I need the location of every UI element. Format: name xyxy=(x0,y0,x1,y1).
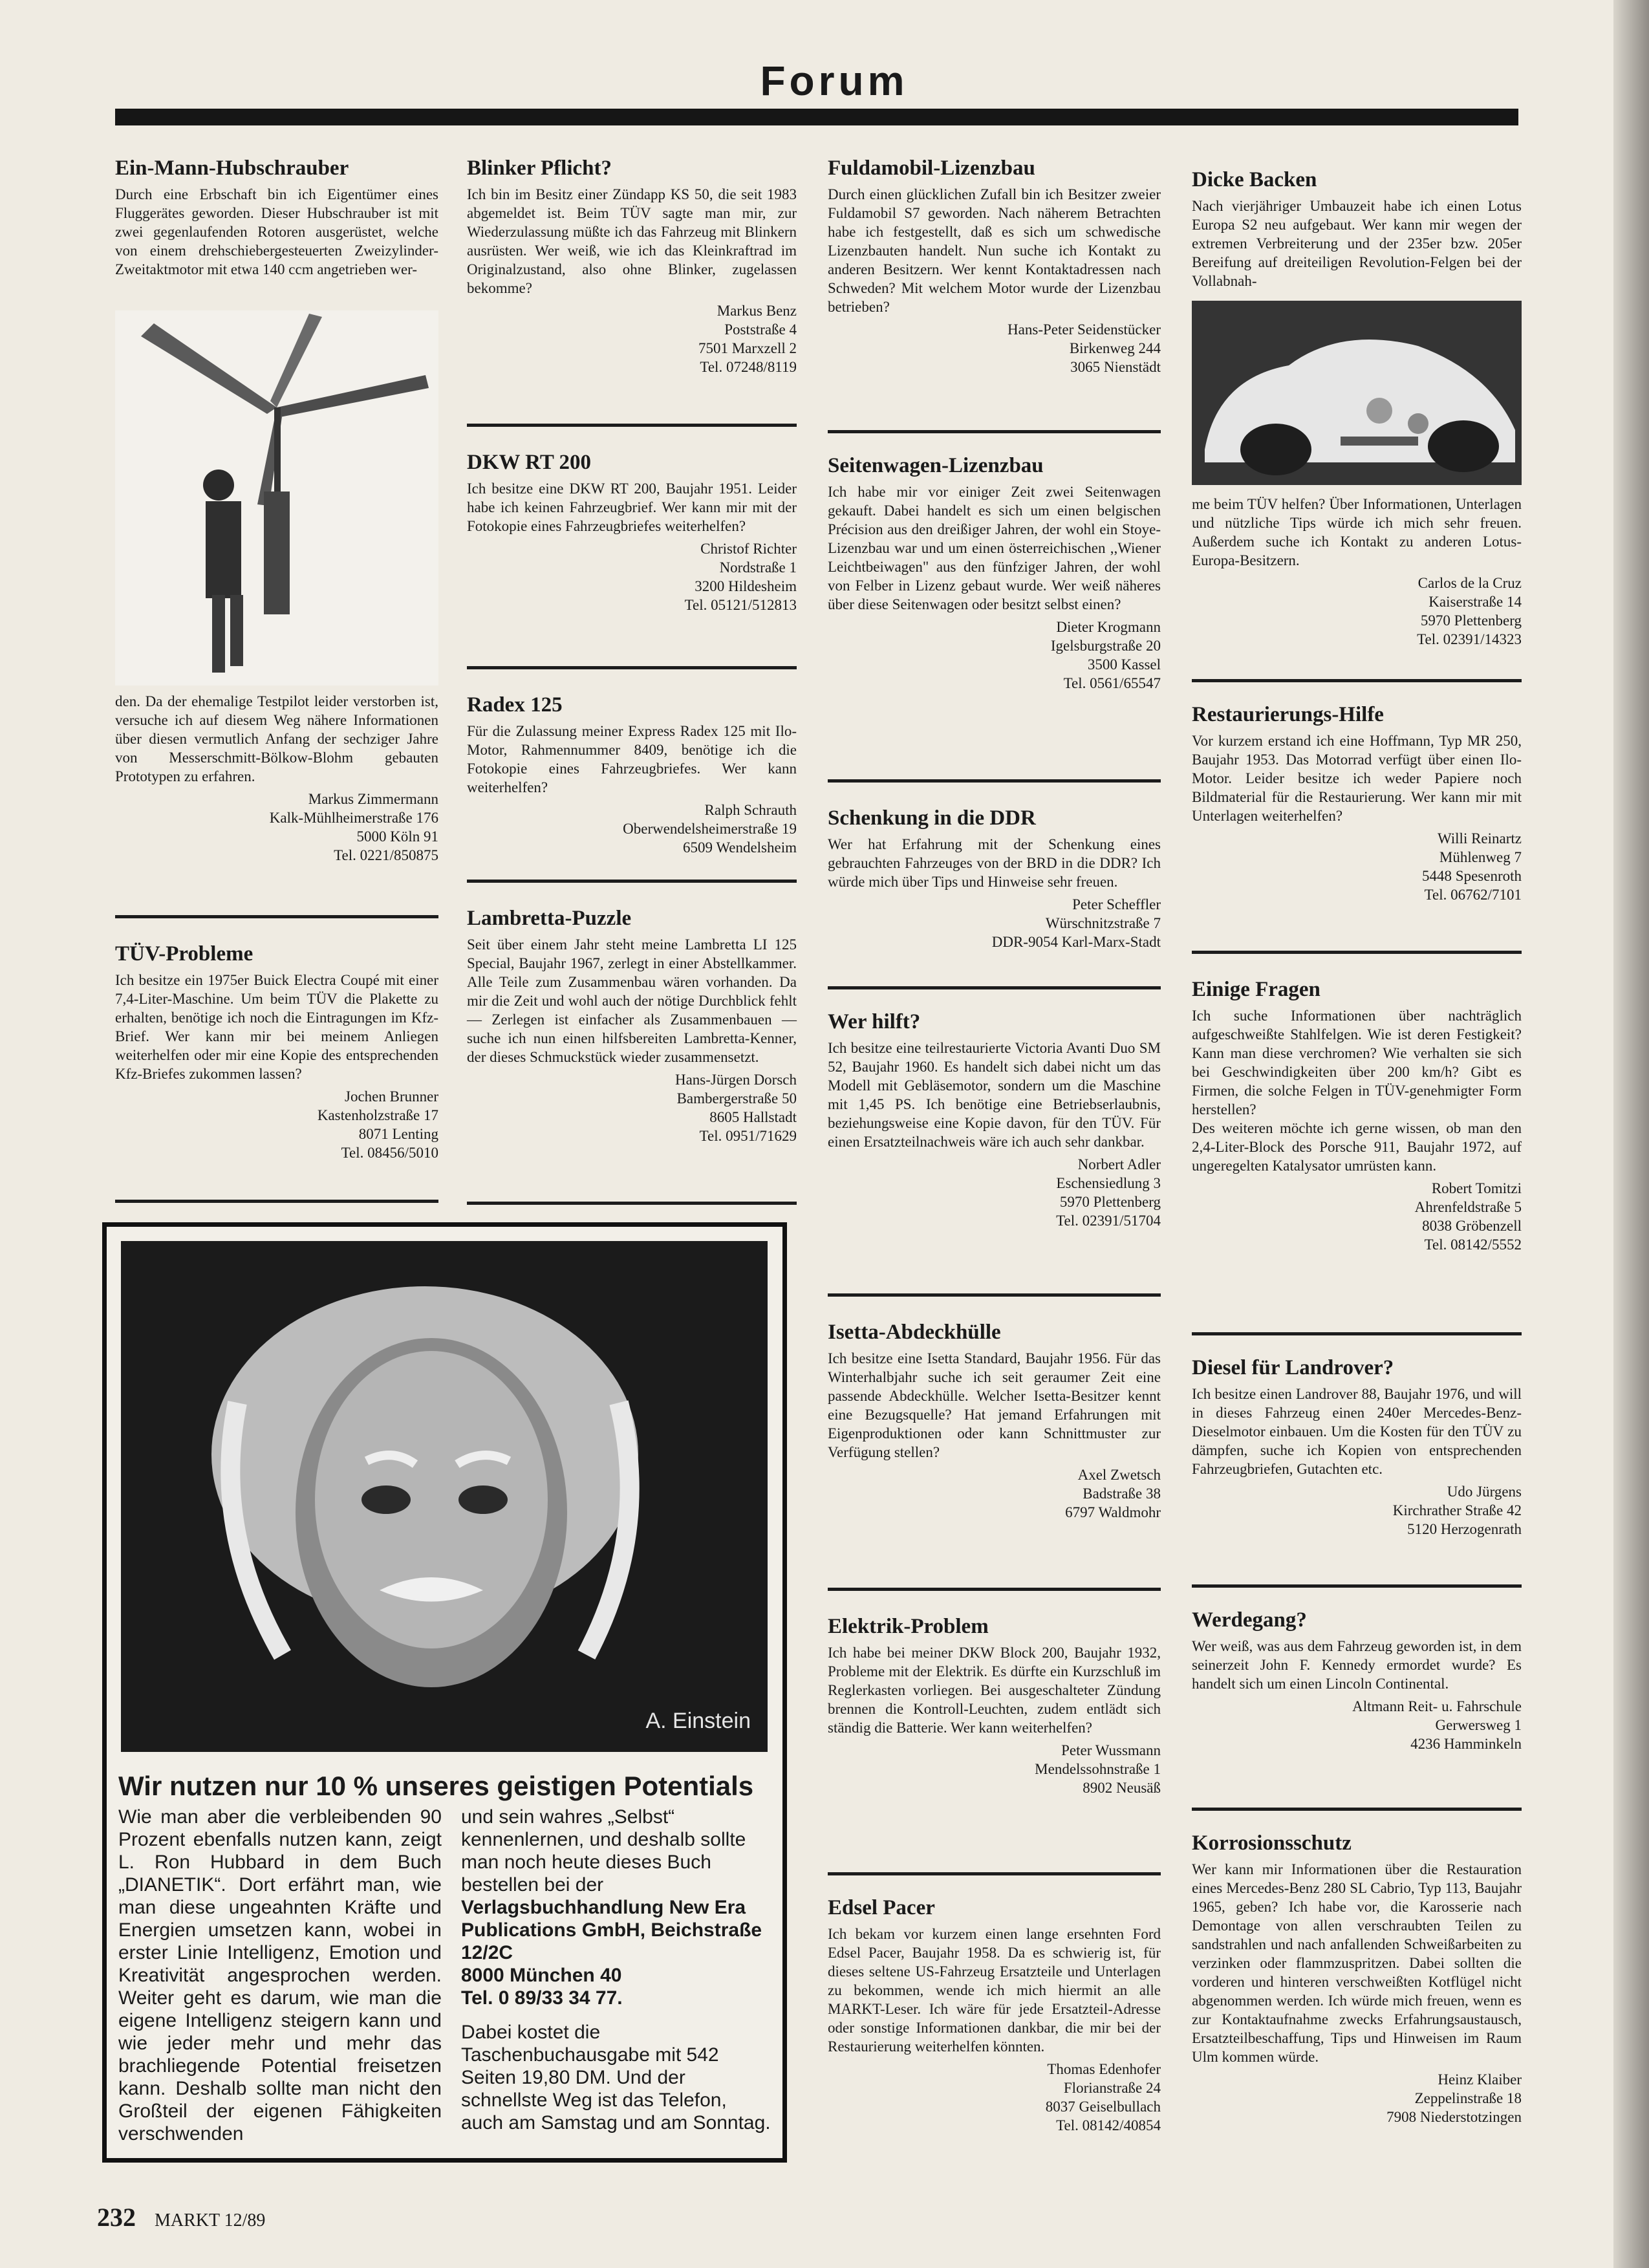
article-edsel xyxy=(828,1895,1161,2135)
signature: Thomas Edenhofer Florianstraße 24 8037 Geiselbullach Tel. 08142/40854 xyxy=(1045,2061,1161,2133)
article-title: Schenkung in die DDR xyxy=(828,806,1036,830)
article-body: Ich besitze ein 1975er Buick Electra Coupé mit einer 7,4-Liter-Maschine. Um beim TÜV die Plakette zu erhalten, benötige ich noch die Eintragungen im Kfz-Brief. Wer kann mir bei meinem Anliegen weiterhelfen oder mir eine Kopie des entsprechenden Kfz-Briefes zukommen lassen? xyxy=(115,972,438,1082)
helicopter-illustration xyxy=(115,310,438,686)
article-body: Wer kann mir Informationen über die Restauration eines Mercedes-Benz 280 SL Cabrio, Typ 113, Baujahr 1965, geben? Ich habe vor, die Karosserie nach Demontage von allen verschraubten Teilen zu sandstrahlen und nach anfallenden Schweißarbeiten zu verzinken oder flammzuspritzen. Dabei sollten die vorderen und hinteren verschweißten Kotflügel nicht abgenommen werden. Ich würde mich freuen, wenn es zur Kontaktaufnahme zwecks Erfahrungsaustausch, Ersatzteilbeschaffung, Tips und Hinweisen im Raum Ulm kommen würde. xyxy=(1192,1861,1522,2065)
article-title: Wer hilft? xyxy=(828,1010,921,1033)
signature: Udo Jürgens Kirchrather Straße 42 5120 Herzogenrath xyxy=(1392,1484,1522,1537)
signature: Robert Tomitzi Ahrenfeldstraße 5 8038 Gröbenzell Tel. 08142/5552 xyxy=(1414,1180,1522,1253)
page-footer xyxy=(97,2202,265,2232)
portrait-illustration xyxy=(121,1241,768,1752)
ad-text-offer: Dabei kostet die Taschenbuchausgabe mit 542 Seiten 19,80 DM. Und der schnellste Weg ist das Telefon, auch am Samstag und am Sonntag. xyxy=(461,2022,771,2133)
ad-text-left: Wie man aber die verbleibenden 90 Prozent ebenfalls nutzen kann, zeigt L. Ron Hubbard in dem Buch „DIANETIK“. Dort erfährt man, wie man diese ungeahnten Kräfte und Energien umsetzen kann, wobei in erster Linie Intelligenz, Emotion und Kreativität angesprochen werden. Weiter geht es darum, wie man die eigene Intelligenz steigern kann und wie jeder mehr und mehr das brachliegende Potential freisetzen kann. Deshalb sollte man nicht den Großteil der eigenen Fähigkeiten verschwenden xyxy=(118,1806,442,2144)
divider xyxy=(828,1588,1161,1591)
article-body: Ich habe bei meiner DKW Block 200, Baujahr 1932, Probleme mit der Elektrik. Es dürfte ein Kurzschluß im Reglerkasten vorliegen. Bei ausgeschalteter Zündung brennen die Kontroll-Leuchten, zudem entlädt sich ständig die Batterie. Wer kann weiterhelfen? xyxy=(828,1645,1161,1736)
signature: Willi Reinartz Mühlenweg 7 5448 Spesenroth Tel. 06762/7101 xyxy=(1422,830,1522,903)
divider xyxy=(1192,1332,1522,1335)
article-hubschrauber xyxy=(115,155,438,279)
lotus-car-illustration xyxy=(1192,301,1522,485)
article-werdegang xyxy=(1192,1607,1522,1753)
article-title: Fuldamobil-Lizenzbau xyxy=(828,157,1035,180)
divider xyxy=(115,1200,438,1203)
portrait-signature: A. Einstein xyxy=(645,1709,751,1733)
article-backen-continued xyxy=(1192,495,1522,649)
article-werhilft xyxy=(828,1009,1161,1230)
divider xyxy=(828,986,1161,989)
divider xyxy=(828,1872,1161,1875)
divider xyxy=(1192,1584,1522,1588)
article-radex xyxy=(467,692,797,857)
ad-text-intro: und sein wahres „Selbst“ kennenlernen, und deshalb sollte man noch heute dieses Buch bestellen bei der xyxy=(461,1806,746,1895)
signature: Peter Scheffler Würschnitzstraße 7 DDR-9054 Karl-Marx-Stadt xyxy=(991,896,1161,950)
article-body: Seit über einem Jahr steht meine Lambretta LI 125 Special, Baujahr 1967, zerlegt in einer Abstellkammer. Alle Teile zum Zusammenbau wären vorhanden. Da mir die Zeit und wohl auch der nötige Durchblick fehlt — Zerlegen ist einfacher als Zusammenbauen — suche ich nun einen hilfsbereiten Lambretta-Kenner, der dieses Schmuckstück wieder zusammensetzt. xyxy=(467,936,797,1065)
article-title: TÜV-Probleme xyxy=(115,942,253,966)
signature: Ralph Schrauth Oberwendelsheimerstraße 19 6509 Wendelsheim xyxy=(623,802,797,856)
divider xyxy=(828,430,1161,433)
divider xyxy=(828,1293,1161,1297)
article-body: me beim TÜV helfen? Über Informationen, Unterlagen und nützliche Tips würde ich mich sehr freuen. Außerdem suche ich Kontakt zu anderen Lotus-Europa-Besitzern. xyxy=(1192,496,1522,568)
ad-phone: Tel. 0 89/33 34 77. xyxy=(461,1987,623,2009)
article-tuev xyxy=(115,941,438,1162)
article-title: Restaurierungs-Hilfe xyxy=(1192,703,1384,726)
divider xyxy=(1192,1808,1522,1811)
article-title: Ein-Mann-Hubschrauber xyxy=(115,157,349,180)
signature: Markus Zimmermann Kalk-Mühlheimerstraße 176 5000 Köln 91 Tel. 0221/850875 xyxy=(269,791,438,863)
article-restaurierung xyxy=(1192,702,1522,904)
divider xyxy=(467,1202,797,1205)
article-title: Seitenwagen-Lizenzbau xyxy=(828,454,1044,477)
article-title: DKW RT 200 xyxy=(467,451,591,474)
article-title: Einige Fragen xyxy=(1192,978,1320,1001)
article-body: Für die Zulassung meiner Express Radex 125 mit Ilo-Motor, Rahmennummer 8409, benötige ich die Fotokopie eines Fahrzeugbriefes. Wer kann weiterhelfen? xyxy=(467,723,797,795)
article-title: Elektrik-Problem xyxy=(828,1615,989,1638)
article-body: Ich besitze einen Landrover 88, Baujahr 1976, und will in dieses Fahrzeug einen 240er Mercedes-Benz-Dieselmotor einbauen. Um die Kosten für den TÜV zu dämpfen, suche ich Kopien von entsprechenden Fahrzeugbriefen, Gutachten etc. xyxy=(1192,1386,1522,1477)
dianetik-advertisement xyxy=(102,1222,787,2163)
article-body: Ich besitze eine Isetta Standard, Baujahr 1956. Für das Winterhalbjahr suche ich seit geraumer Zeit eine passende Abdeckhülle. Welcher Isetta-Besitzer kennt eine Bezugsquelle? Hat jemand Erfahrungen mit Eigenproduktionen oder kann Schnittmuster zur Verfügung stellen? xyxy=(828,1350,1161,1460)
article-body: Wer hat Erfahrung mit der Schenkung eines gebrauchten Fahrzeuges von der BRD in die DDR? Ich würde mich über Tips und Hinweise sehr freuen. xyxy=(828,836,1161,890)
article-schenkung xyxy=(828,805,1161,951)
article-title: Dicke Backen xyxy=(1192,168,1317,191)
issue-label: MARKT 12/89 xyxy=(155,2210,266,2230)
signature: Altmann Reit- u. Fahrschule Gerwersweg 1 4236 Hamminkeln xyxy=(1352,1698,1522,1752)
article-title: Werdegang? xyxy=(1192,1608,1307,1632)
article-body: Ich bin im Besitz einer Zündapp KS 50, die seit 1983 abgemeldet ist. Beim TÜV sagte man mir, zur Wiederzulassung müßte ich das Fahrzeug mit Blinkern ausrüsten. Wer weiß, wie ich das Kleinkraftrad im Originalzustand, also ohne Blinker, zugelassen bekomme? xyxy=(467,186,797,296)
einstein-portrait xyxy=(121,1241,768,1752)
article-title: Radex 125 xyxy=(467,693,563,717)
article-backen xyxy=(1192,167,1522,290)
article-elektrik xyxy=(828,1614,1161,1797)
divider xyxy=(1192,951,1522,954)
article-body: den. Da der ehemalige Testpilot leider verstorben ist, versuche ich auf diesem Weg nähere Informationen über diesen vermutlich Anfang der sechziger Jahre von Messerschmitt-Bölkow-Blohm gebauten Prototypen zu erfahren. xyxy=(115,693,438,784)
article-isetta xyxy=(828,1319,1161,1522)
header-bar xyxy=(115,109,1518,125)
signature: Carlos de la Cruz Kaiserstraße 14 5970 Plettenberg Tel. 02391/14323 xyxy=(1417,575,1522,647)
article-dkw xyxy=(467,449,797,614)
article-korrosion xyxy=(1192,1830,1522,2126)
article-fragen xyxy=(1192,977,1522,1254)
article-blinker xyxy=(467,155,797,376)
article-body: Ich besitze eine DKW RT 200, Baujahr 1951. Leider habe ich keinen Fahrzeugbrief. Wer kann mir mit der Fotokopie eines Fahrzeugbriefes weiterhelfen? xyxy=(467,481,797,534)
signature: Axel Zwetsch Badstraße 38 6797 Waldmohr xyxy=(1065,1467,1161,1520)
divider xyxy=(828,779,1161,783)
article-title: Blinker Pflicht? xyxy=(467,157,612,180)
signature: Heinz Klaiber Zeppelinstraße 18 7908 Niederstotzingen xyxy=(1386,2071,1522,2125)
ad-publisher: Verlagsbuchhandlung New Era Publications GmbH, Beichstraße 12/2C xyxy=(461,1897,762,1963)
article-body: Ich besitze eine teilrestaurierte Victoria Avanti Duo SM 52, Baujahr 1960. Es handelt sich dabei nicht um das Modell mit Gebläsemotor, sondern um die Maschine mit 1,45 PS. Ich benötige eine Betriebserlaubnis, beziehungsweise eine Kopie davon, für den TÜV. Für einen Ersatzteilnachweis wäre ich auch sehr dankbar. xyxy=(828,1040,1161,1150)
lotus-car-photo xyxy=(1192,301,1522,485)
article-title: Isetta-Abdeckhülle xyxy=(828,1321,1001,1344)
ad-city: 8000 München 40 xyxy=(461,1965,622,1986)
article-hubschrauber-continued xyxy=(115,692,438,865)
signature: Christof Richter Nordstraße 1 3200 Hildesheim Tel. 05121/512813 xyxy=(684,541,797,613)
article-seitenwagen xyxy=(828,453,1161,693)
divider xyxy=(467,666,797,669)
article-body: Nach vierjähriger Umbauzeit habe ich einen Lotus Europa S2 neu aufgebaut. Wer kann mir wegen der extremen Verbreiterung und der 235er bzw. 205er Bereifung auf dreiteiligen Revolution-Felgen bei der Vollabnah- xyxy=(1192,198,1522,289)
helicopter-photo xyxy=(115,310,438,686)
article-title: Korrosionsschutz xyxy=(1192,1831,1352,1855)
signature: Norbert Adler Eschensiedlung 3 5970 Plettenberg Tel. 02391/51704 xyxy=(1056,1156,1161,1229)
page-number: 232 xyxy=(97,2203,136,2232)
article-title: Edsel Pacer xyxy=(828,1896,935,1919)
signature: Dieter Krogmann Igelsburgstraße 20 3500 Kassel Tel. 0561/65547 xyxy=(1050,619,1161,691)
signature: Peter Wussmann Mendelssohnstraße 1 8902 Neusäß xyxy=(1035,1742,1161,1796)
article-body: Durch eine Erbschaft bin ich Eigentümer eines Fluggerätes geworden. Dieser Hubschrauber ist mit zwei gegenlaufenden Rotoren ausgerüstet, welche von einem drehschiebergesteuerten Zweizylinder-Zweitaktmotor mit etwa 140 ccm angetrieben wer- xyxy=(115,186,438,277)
article-body: Wer weiß, was aus dem Fahrzeug geworden ist, in dem seinerzeit John F. Kennedy ermordet wurde? Es handelt sich um einen Lincoln Continental. xyxy=(1192,1638,1522,1692)
article-diesel xyxy=(1192,1355,1522,1539)
article-body: Durch einen glücklichen Zufall bin ich Besitzer zweier Fuldamobil S7 geworden. Nach näherem Betrachten habe ich festgestellt, daß es sich um schwedische Lizenzbauten handelt. Nun suche ich Kontakt zu anderen Besitzern. Wer kennt Kontaktadressen nach Schweden? Mit welchem Motor wurde der Lizenzbau betrieben? xyxy=(828,186,1161,315)
article-body: Vor kurzem erstand ich eine Hoffmann, Typ MR 250, Baujahr 1953. Das Motorrad verfügt über einen Ilo-Motor. Leider besitze ich weder Papiere noch Bildmaterial für die Restaurierung. Wer kann mir mit Unterlagen weiterhelfen? xyxy=(1192,733,1522,824)
article-title: Lambretta-Puzzle xyxy=(467,907,632,930)
article-body: Ich habe mir vor einiger Zeit zwei Seitenwagen gekauft. Dabei handelt es sich um einen belgischen Précision aus den dreißiger Jahren, der wohl ein Stoye-Lizenzbau war und um einen österreichischen ,,Wiener Leichtbeiwagen" aus den fünfziger Jahren, der wohl von Felber in Lizenz gebaut wurde. Wer weiß näheres über diese Seitenwagen oder besitzt selbst einen? xyxy=(828,484,1161,612)
article-body: Des weiteren möchte ich gerne wissen, ob man den 2,4-Liter-Block des Porsche 911, Baujahr 1972, auf ungeregelten Katalysator umrüsten kann. xyxy=(1192,1120,1522,1174)
article-fuldamobil xyxy=(828,155,1161,376)
divider xyxy=(1192,679,1522,682)
ad-text-right xyxy=(461,1806,771,2134)
article-body: Ich bekam vor kurzem einen lange ersehnten Ford Edsel Pacer, Baujahr 1958. Da es schwierig ist, für dieses seltene US-Fahrzeug Ersatzteile und Unterlagen zu bekommen, wende ich mich hiermit an alle MARKT-Leser. Ich wäre für jede Ersatzteil-Adresse oder sonstige Informationen dankbar, die mir bei der Restaurierung weiterhelfen könnten. xyxy=(828,1926,1161,2055)
signature: Jochen Brunner Kastenholzstraße 17 8071 Lenting Tel. 08456/5010 xyxy=(317,1088,438,1161)
signature: Markus Benz Poststraße 4 7501 Marxzell 2 Tel. 07248/8119 xyxy=(698,303,797,375)
divider xyxy=(115,915,438,918)
signature: Hans-Peter Seidenstücker Birkenweg 244 3065 Nienstädt xyxy=(1008,321,1161,375)
article-title: Diesel für Landrover? xyxy=(1192,1356,1394,1379)
article-lambretta xyxy=(467,905,797,1145)
divider xyxy=(467,424,797,427)
divider xyxy=(467,880,797,883)
page-edge-shadow xyxy=(1613,0,1649,2268)
article-body: Ich suche Informationen über nachträglich aufgeschweißte Stahlfelgen. Wie ist deren Festigkeit? Kann man diese verchromen? Wie verhalten sie sich bei Geschwindigkeiten über 200 km/h? Gibt es Firmen, die solche Felgen in TÜV-genehmigter Form herstellen? xyxy=(1192,1008,1522,1118)
ad-headline: Wir nutzen nur 10 % unseres geistigen Potentials xyxy=(118,1771,754,1801)
signature: Hans-Jürgen Dorsch Bambergerstraße 50 8605 Hallstadt Tel. 0951/71629 xyxy=(674,1072,797,1144)
page-title: Forum xyxy=(760,58,909,104)
